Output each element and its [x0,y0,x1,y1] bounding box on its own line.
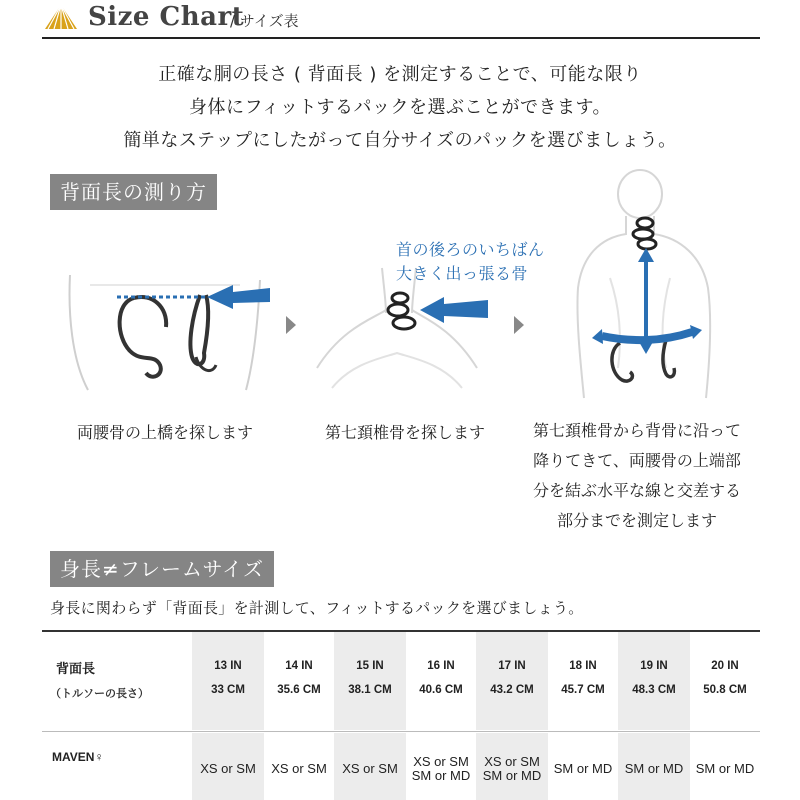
size-option: XS or SM [200,761,256,776]
chevron-right-icon [514,316,524,334]
torso-inches-cell: 15 IN [356,660,384,672]
column-shade [476,632,548,730]
torso-inches-cell: 14 IN [285,660,313,672]
torso-cm-cell: 48.3 CM [632,684,676,696]
hip-measure-arrow [115,280,275,310]
vertebra-pointer-arrow [418,294,490,324]
torso-cm-cell: 50.8 CM [703,684,747,696]
torso-inches-cell: 18 IN [569,660,597,672]
torso-inches-cell: 20 IN [711,660,739,672]
size-option: SM or MD [695,761,755,776]
size-option: XS or SM [413,754,469,769]
column-shade [618,632,690,730]
size-option: SM or MD [482,768,542,783]
intro-line-2: 身体にフィットするパックを選ぶことができます。 [188,97,612,118]
vertebra-callout [396,238,545,286]
torso-inches-cell: 19 IN [640,660,668,672]
size-option: XS or SM [484,754,540,769]
logo-icon [44,4,78,30]
torso-cm-cell: 40.6 CM [419,684,463,696]
size-cell [264,762,334,776]
intro-line-3: 簡単なステップにしたがって自分サイズのパックを選びましょう。 [123,130,677,151]
torso-cm-cell: 38.1 CM [348,684,392,696]
size-cell [690,762,760,776]
size-cell [335,762,405,776]
torso-inches-cell: 17 IN [498,660,526,672]
torso-row-label: 背面長 [56,661,96,676]
step-1-caption: 両腰骨の上橋を探します [76,423,253,442]
size-cell [548,762,618,776]
frame-explanation: 身長に関わらず「背面長」を計測して、フィットするパックを選びましょう。 [50,599,584,617]
step-3-caption [512,416,762,536]
page-title: Size Chart [88,2,245,32]
row-divider [42,731,760,732]
model-label: MAVEN♀ [52,750,104,764]
torso-inches-cell: 13 IN [214,660,242,672]
intro-line-1: 正確な胴の長さ ( 背面長 ) を測定することで、可能な限り [158,64,642,85]
section-heading-frame: 身長≠フレームサイズ [50,551,274,587]
torso-inches-cell: 16 IN [427,660,455,672]
step-3-caption-line-1: 第七頚椎骨から背骨に沿って [532,421,741,440]
torso-cm-cell: 33 CM [211,684,245,696]
full-back-illustration [570,168,720,400]
page-subtitle: / サイズ表 [230,12,299,30]
section-heading-measure: 背面長の測り方 [50,174,217,210]
size-cell [477,755,547,783]
size-cell [619,762,689,776]
size-option: SM or MD [553,761,613,776]
size-cell [406,755,476,783]
size-cell [193,762,263,776]
chevron-right-icon [286,316,296,334]
column-shade [192,632,264,730]
size-option: XS or SM [271,761,327,776]
torso-cm-cell: 43.2 CM [490,684,534,696]
vertebra-callout-line-2: 大きく出っ張る骨 [396,264,529,283]
vertebra-icon [382,290,422,334]
size-option: SM or MD [624,761,684,776]
torso-cm-cell: 45.7 CM [561,684,605,696]
step-3-caption-line-2: 降りてきて、両腰骨の上端部 [533,451,741,470]
column-shade [334,632,406,730]
step-3-caption-line-4: 部分までを測定します [556,511,717,530]
step-2-caption: 第七頚椎骨を探します [324,423,485,442]
size-option: XS or SM [342,761,398,776]
step-3-caption-line-3: 分を結ぶ水平な線と交差する [532,481,741,500]
size-option: SM or MD [411,768,471,783]
header-divider [42,37,760,39]
torso-row-sublabel: （トルソーの長さ） [50,687,149,700]
vertebra-callout-line-1: 首の後ろのいちばん [396,240,545,259]
torso-cm-cell: 35.6 CM [277,684,321,696]
